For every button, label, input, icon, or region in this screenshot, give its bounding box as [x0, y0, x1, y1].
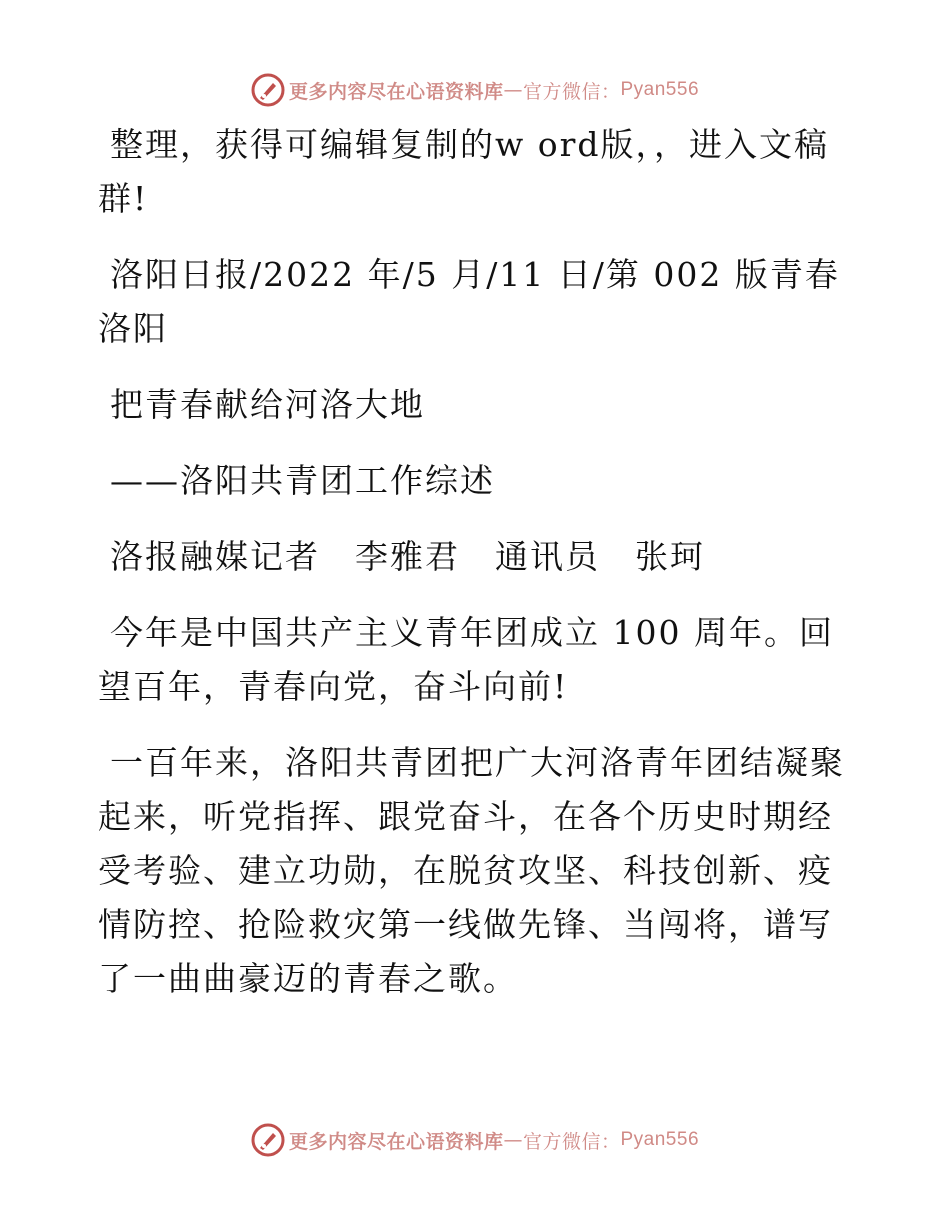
- article-title: [98, 378, 858, 432]
- watermark-wechat-label: 官方微信：: [522, 80, 621, 103]
- paragraph-text: 一百年来，洛阳共青团把广大河洛青年团结凝聚起来，听党指挥、跟党奋斗，在各个历史时期经受考验、建立功勋，在脱贫攻坚、科技创新、疫情防控、抢险救灾第一线做先锋、当闯将，谱写了一曲曲豪迈的青春之歌。: [98, 743, 845, 998]
- paragraph-text: 把青春献给河洛大地: [110, 385, 425, 424]
- article-subtitle: [98, 454, 858, 508]
- watermark-separator: —: [503, 1129, 523, 1151]
- watermark-wechat-label: 官方微信：: [522, 1130, 621, 1153]
- watermark-site-text: 更多内容尽在心语资料库: [288, 1130, 504, 1153]
- pen-nib-logo-icon: [251, 73, 285, 107]
- header-watermark: [0, 72, 950, 108]
- article-byline: [98, 530, 858, 584]
- pen-nib-logo-icon: [251, 1123, 285, 1157]
- paragraph-text: 洛报融媒记者 李雅君 通讯员 张珂: [110, 537, 705, 576]
- footer-watermark: [0, 1122, 950, 1158]
- paragraph-body: [98, 736, 858, 1006]
- document-body: [98, 118, 858, 1028]
- paragraph-lead: [98, 606, 858, 714]
- watermark-separator: —: [503, 79, 523, 101]
- paragraph-source: [98, 248, 858, 356]
- paragraph-text: 洛阳日报/2022 年/5 月/11 日/第 002 版青春洛阳: [98, 255, 840, 348]
- paragraph-text: ——洛阳共青团工作综述: [110, 461, 495, 500]
- paragraph-intro: [98, 118, 858, 226]
- watermark-site-text: 更多内容尽在心语资料库: [288, 80, 504, 103]
- watermark-wechat-id: Pyan556: [620, 79, 700, 100]
- paragraph-text: 今年是中国共产主义青年团成立 100 周年。回望百年，青春向党，奋斗向前!: [98, 613, 834, 706]
- watermark-wechat-id: Pyan556: [620, 1129, 700, 1150]
- paragraph-text: 整理，获得可编辑复制的w ord版，，进入文稿群!: [98, 125, 830, 218]
